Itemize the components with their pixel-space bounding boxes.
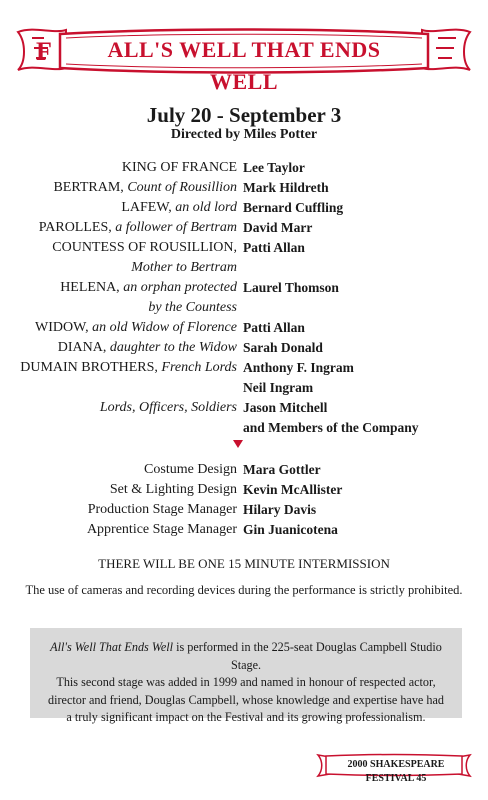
actor-name: Bernard Cuffling — [243, 200, 344, 215]
credit-name: Kevin McAllister — [243, 482, 343, 497]
role-name: LAFEW, an old lord — [121, 200, 237, 215]
cast-row — [0, 198, 488, 218]
actor-name — [237, 298, 243, 318]
cast-row — [0, 418, 488, 438]
actor-name: Lee Taylor — [243, 160, 305, 175]
run-dates: July 20 - September 3 — [146, 103, 342, 127]
info-line: a truly significant impact on the Festival and its growing professionalism. — [66, 710, 426, 724]
info-line: director and friend, Douglas Campbell, whose knowledge and expertise have had — [48, 692, 444, 707]
info-line: This second stage was added in 1999 and named in honour of respected actor, — [56, 675, 436, 689]
actor-name: Patti Allan — [243, 240, 305, 255]
cast-row — [0, 238, 488, 258]
credit-name: Gin Juanicotena — [243, 522, 338, 537]
role-name: BERTRAM, Count of Rousillion — [53, 180, 237, 195]
credit-row — [0, 460, 488, 480]
role-name: KING OF FRANCE — [121, 160, 237, 175]
role-name: DUMAIN BROTHERS, French Lords — [20, 360, 237, 375]
svg-text:F: F — [36, 37, 52, 66]
credit-role: Production Stage Manager — [87, 502, 237, 517]
design-credits — [0, 460, 488, 540]
cast-row — [0, 178, 488, 198]
credit-role: Costume Design — [144, 462, 237, 477]
cast-list — [0, 158, 488, 438]
role-name: HELENA, an orphan protected — [60, 280, 237, 295]
actor-name: Neil Ingram — [243, 380, 314, 395]
actor-name: Sarah Donald — [243, 340, 323, 355]
actor-name: Jason Mitchell — [243, 400, 328, 415]
credit-row — [0, 480, 488, 500]
role-name: DIANA, daughter to the Widow — [57, 340, 237, 355]
credit-role: Set & Lighting Design — [109, 482, 237, 497]
actor-name: Anthony F. Ingram — [243, 360, 354, 375]
actor-name: Mark Hildreth — [243, 180, 329, 195]
camera-notice: The use of cameras and recording devices during the performance is strictly prohibited. — [25, 583, 463, 597]
role-name — [0, 418, 237, 438]
actor-name: David Marr — [243, 220, 313, 235]
actor-name: Patti Allan — [243, 320, 305, 335]
cast-row — [0, 378, 488, 398]
cast-row — [0, 298, 488, 318]
cast-row — [0, 278, 488, 298]
cast-row — [0, 258, 488, 278]
credit-name: Hilary Davis — [243, 502, 317, 517]
credit-row — [0, 520, 488, 540]
cast-row — [0, 318, 488, 338]
info-play-title: All's Well That Ends Well — [50, 640, 174, 654]
role-name — [0, 378, 237, 398]
cast-row — [0, 398, 488, 418]
credit-name: Mara Gottler — [243, 462, 321, 477]
role-name: by the Countess — [148, 300, 237, 315]
role-name: Lords, Officers, Soldiers — [99, 400, 237, 415]
credit-row — [0, 500, 488, 520]
intermission-note: THERE WILL BE ONE 15 MINUTE INTERMISSION — [98, 556, 390, 571]
director-credit: Directed by Miles Potter — [170, 127, 318, 142]
page-title: ALL'S WELL THAT ENDS WELL — [107, 37, 381, 94]
title-banner — [14, 24, 474, 94]
cast-row — [0, 338, 488, 358]
triangle-divider-icon — [233, 440, 243, 448]
actor-name: and Members of the Company — [243, 420, 419, 435]
actor-name: Laurel Thomson — [243, 280, 339, 295]
footer-page-label: 2000 SHAKESPEARE FESTIVAL 45 — [347, 759, 445, 784]
footer-banner — [316, 752, 472, 784]
studio-stage-info — [30, 628, 462, 724]
role-name: Mother to Bertram — [131, 260, 237, 275]
credit-role: Apprentice Stage Manager — [86, 522, 237, 537]
actor-name — [237, 258, 243, 278]
role-name: PAROLLES, a follower of Bertram — [38, 220, 237, 235]
info-line: All's Well That Ends Well is performed in the 225-seat Douglas Campbell Studio Stage. — [50, 640, 442, 672]
role-name: WIDOW, an old Widow of Florence — [35, 320, 237, 335]
cast-row — [0, 218, 488, 238]
role-name: COUNTESS OF ROUSILLION, — [52, 240, 237, 255]
cast-row — [0, 158, 488, 178]
cast-row — [0, 358, 488, 378]
